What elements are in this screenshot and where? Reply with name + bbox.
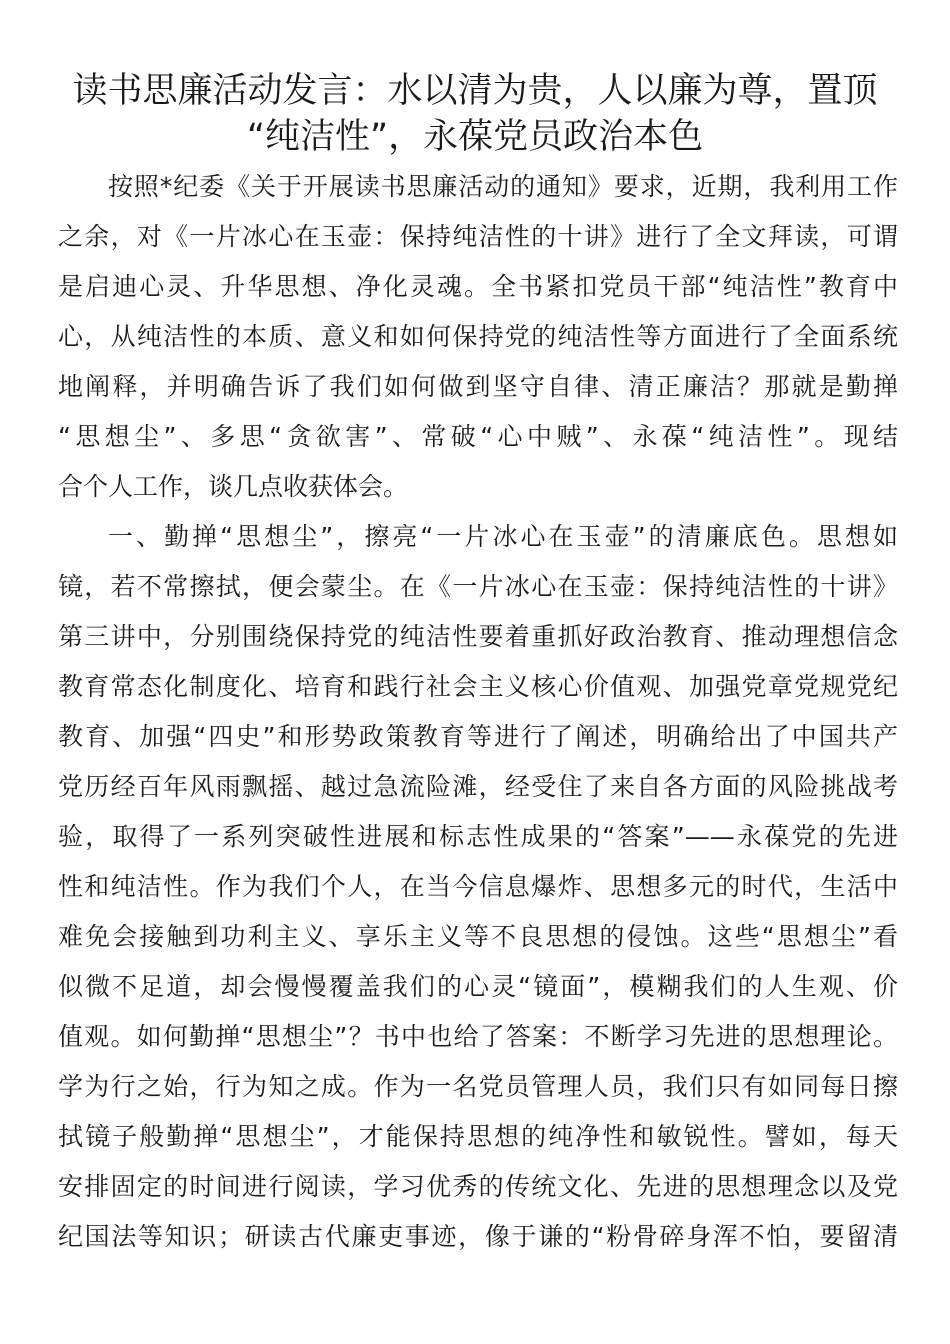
body-line: 性和纯洁性。作为我们个人，在当今信息爆炸、思想多元的时代，生活中 <box>58 872 898 901</box>
body-line: 拭镜子般勤掸“思想尘”，才能保持思想的纯净性和敏锐性。譬如，每天 <box>58 1122 898 1151</box>
body-line: 难免会接触到功利主义、享乐主义等不良思想的侵蚀。这些“思想尘”看 <box>58 922 898 951</box>
body-line: 教育、加强“四史”和形势政策教育等进行了阐述，明确给出了中国共产 <box>58 722 898 751</box>
body-line: 似微不足道，却会慢慢覆盖我们的心灵“镜面”，模糊我们的人生观、价 <box>58 972 898 1001</box>
body-line: 按照*纪委《关于开展读书思廉活动的通知》要求，近期，我利用工作 <box>108 172 898 201</box>
body-line: 值观。如何勤掸“思想尘”？书中也给了答案：不断学习先进的思想理论。 <box>58 1022 898 1051</box>
body-line: “思想尘”、多思“贪欲害”、常破“心中贼”、永葆“纯洁性”。现结 <box>58 422 898 451</box>
body-line: 学为行之始，行为知之成。作为一名党员管理人员，我们只有如同每日擦 <box>58 1072 898 1101</box>
body-line: 一、勤掸“思想尘”，擦亮“一片冰心在玉壶”的清廉底色。思想如 <box>108 522 898 551</box>
body-line: 是启迪心灵、升华思想、净化灵魂。全书紧扣党员干部“纯洁性”教育中 <box>58 272 898 301</box>
body-line: 地阐释，并明确告诉了我们如何做到坚守自律、清正廉洁？那就是勤掸 <box>58 372 898 401</box>
body-line: 第三讲中，分别围绕保持党的纯洁性要着重抓好政治教育、推动理想信念 <box>58 622 898 651</box>
body-line: 合个人工作，谈几点收获体会。 <box>58 472 409 501</box>
body-line: 镜，若不常擦拭，便会蒙尘。在《一片冰心在玉壶：保持纯洁性的十讲》 <box>58 572 898 601</box>
document-title-line-1: 读书思廉活动发言：水以清为贵，人以廉为尊，置顶 <box>72 71 878 111</box>
body-line: 纪国法等知识；研读古代廉吏事迹，像于谦的“粉骨碎身浑不怕，要留清 <box>58 1222 898 1251</box>
body-line: 党历经百年风雨飘摇、越过急流险滩，经受住了来自各方面的风险挑战考 <box>58 772 898 801</box>
body-line: 心，从纯洁性的本质、意义和如何保持党的纯洁性等方面进行了全面系统 <box>58 322 898 351</box>
body-line: 验，取得了一系列突破性进展和标志性成果的“答案”——永葆党的先进 <box>58 822 898 851</box>
document-title-line-2: “纯洁性”，永葆党员政治本色 <box>246 117 704 157</box>
body-line: 安排固定的时间进行阅读，学习优秀的传统文化、先进的思想理念以及党 <box>58 1172 898 1201</box>
body-line: 教育常态化制度化、培育和践行社会主义核心价值观、加强党章党规党纪 <box>58 672 898 701</box>
body-line: 之余，对《一片冰心在玉壶：保持纯洁性的十讲》进行了全文拜读，可谓 <box>58 222 898 251</box>
